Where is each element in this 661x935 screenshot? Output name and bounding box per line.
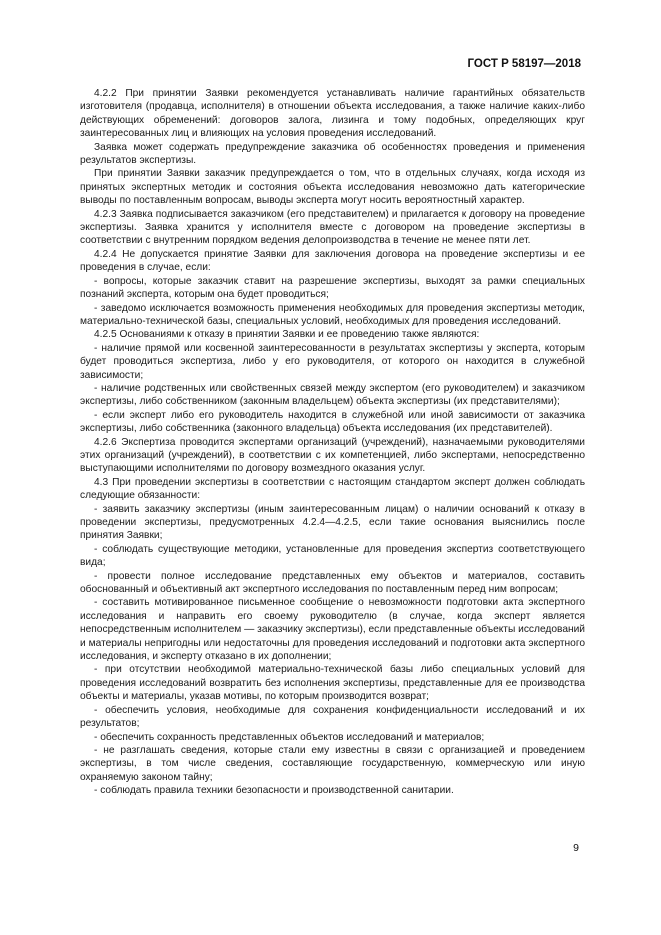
list-item: - если эксперт либо его руководитель находится в служебной или иной зависимости от заказчика экспертизы, либо собственника (законного владельца) объекта исследования (их представителей). (80, 409, 585, 435)
document-body (80, 87, 585, 798)
list-item: - обеспечить условия, необходимые для сохранения конфиденциальности исследований и их результатов; (80, 704, 585, 730)
list-item: - не разглашать сведения, которые стали ему известны в связи с организацией и проведением экспертизы, в том числе сведения, составляющие государственную, коммерческую или иную охраняемую законом тайну; (80, 744, 585, 783)
list-item: - провести полное исследование представленных ему объектов и материалов, составить обоснованный и объективный акт экспертного исследования по поставленным перед ним вопросам; (80, 570, 585, 596)
paragraph-4-2-3: 4.2.3 Заявка подписывается заказчиком (его представителем) и прилагается к договору на проведение экспертизы. Заявка хранится у исполнителя вместе с договором на проведение экспертизы в соответствии с внутренним порядком ведения делопроизводства в течение не менее пяти лет. (80, 208, 585, 247)
paragraph-4-2-6: 4.2.6 Экспертиза проводится экспертами организаций (учреждений), назначаемыми руководителями этих организаций (учреждений), в соответствии с их компетенцией, либо экспертами, непосредственно выступающими исполнителями по договору возмездного оказания услуг. (80, 436, 585, 475)
list-item: - наличие родственных или свойственных связей между экспертом (его руководителем) и заказчиком экспертизы, либо собственником (законным владельцем) объекта экспертизы (их представителями); (80, 382, 585, 408)
list-item: - составить мотивированное письменное сообщение о невозможности подготовки акта экспертного исследования и направить его своему руководителю (в случае, когда эксперт является непосредственным исполнителем — заказчику экспертизы), если представленные объекты исследований и материалы непригодны или недостаточны для проведения исследований и подготовки акта экспертного исследования, и эксперту отказано в их дополнении; (80, 597, 585, 663)
document-standard-id: ГОСТ Р 58197—2018 (467, 58, 581, 70)
paragraph-4-3: 4.3 При проведении экспертизы в соответствии с настоящим стандартом эксперт должен соблюдать следующие обязанности: (80, 476, 585, 502)
list-item: - соблюдать существующие методики, установленные для проведения экспертиз соответствующего вида; (80, 543, 585, 569)
paragraph-4-2-2: 4.2.2 При принятии Заявки рекомендуется устанавливать наличие гарантийных обязательств изготовителя (продавца, исполнителя) в отношении объекта исследования, а также наличие каких-либо действующих обременений: договоров залога, лизинга и тому подобных, определяющих круг заинтересованных лиц и влияющих на условия проведения исследований. (80, 88, 585, 140)
paragraph-4-2-5: 4.2.5 Основаниями к отказу в принятии Заявки и ее проведению также являются: (94, 329, 480, 341)
paragraph-4-2-4: 4.2.4 Не допускается принятие Заявки для заключения договора на проведение экспертизы и ее проведения в случае, если: (80, 248, 585, 274)
list-item: - наличие прямой или косвенной заинтересованности в результатах экспертизы у эксперта, которым будет проводиться экспертиза, либо у его руководителя, от которого он находится в служебной зависимости; (80, 342, 585, 381)
paragraph: Заявка может содержать предупреждение заказчика об особенностях проведения и применения результатов экспертизы. (80, 141, 585, 167)
list-item: - заявить заказчику экспертизы (иным заинтересованным лицам) о наличии оснований к отказу в проведении экспертизы, предусмотренных 4.2.4—4.2.5, если такие основания выяснились после принятия Заявки; (80, 503, 585, 542)
list-item: - обеспечить сохранность представленных объектов исследований и материалов; (94, 731, 485, 743)
paragraph: При принятии Заявки заказчик предупреждается о том, что в отдельных случаях, когда исходя из принятых экспертных методик и состояния объекта исследования невозможно дать категорические выводы по поставленным вопросам, выводы эксперта могут носить вероятностный характер. (80, 168, 585, 207)
list-item: - вопросы, которые заказчик ставит на разрешение экспертизы, выходят за рамки специальных познаний эксперта, которым она будет проводиться; (80, 275, 585, 301)
page-number: 9 (573, 842, 579, 854)
list-item: - соблюдать правила техники безопасности и производственной санитарии. (94, 785, 454, 797)
list-item: - при отсутствии необходимой материально-технической базы либо специальных условий для проведения исследований возвратить без исполнения экспертизы, представленные для ее производства объекты и материалы, указав мотивы, по которым производится возврат; (80, 664, 585, 703)
list-item: - заведомо исключается возможность применения необходимых для проведения экспертизы методик, материально-технической базы, специальных условий, необходимых для проведения исследований. (80, 302, 585, 327)
